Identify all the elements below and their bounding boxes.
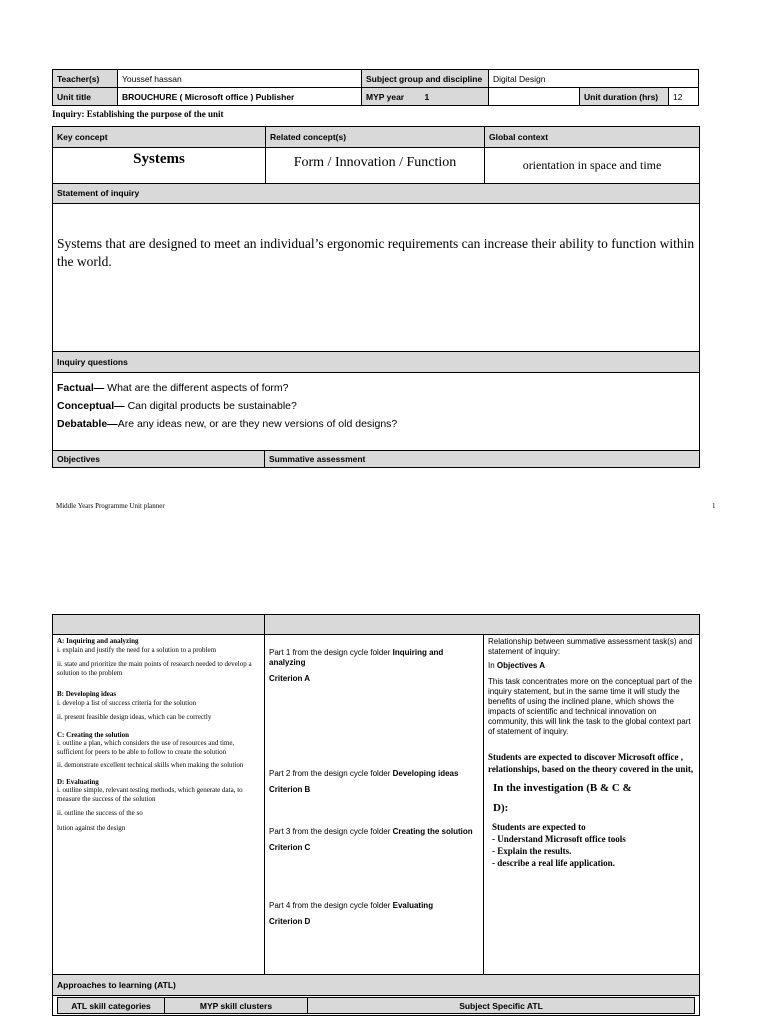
subject-label: Subject group and discipline <box>362 70 489 88</box>
objective-a-title: A: Inquiring and analyzing <box>57 637 139 645</box>
part-2 <box>269 769 477 795</box>
factual-label: Factual— <box>57 382 105 394</box>
inquiry-questions-label: Inquiry questions <box>53 352 699 373</box>
objective-d-i: i. outline simple, relevant testing methods, which generate data, to measure the success of the solution <box>57 786 243 803</box>
statement-text: Systems that are designed to meet an individual’s ergonomic requirements can increase their ability to function within the world. <box>53 204 699 352</box>
unit-header-table <box>52 69 699 106</box>
bullet-3: - describe a real life application. <box>492 858 615 868</box>
part-1-criterion: Criterion A <box>269 674 311 683</box>
investigation-d: D): <box>493 802 509 814</box>
factual-question <box>57 379 695 397</box>
part-2-criterion: Criterion B <box>269 785 311 794</box>
relationship-column <box>484 635 699 974</box>
unit-title-label: Unit title <box>53 88 118 106</box>
objective-d-ii: ii. outline the success of the so <box>57 809 143 817</box>
objectives-table <box>52 614 700 1016</box>
myp-year-value: 1 <box>424 91 430 102</box>
design-cycle-parts <box>265 635 484 974</box>
objective-b-i: i. develop a list of success criteria for the solution <box>57 698 197 707</box>
part-3 <box>269 827 477 853</box>
relationship-in-objectives <box>488 661 695 671</box>
summative-header-cell <box>265 615 699 635</box>
atl-col-skill-clusters: MYP skill clusters <box>165 998 308 1014</box>
inquiry-table <box>52 126 700 468</box>
atl-col-subject-specific: Subject Specific ATL <box>308 998 695 1014</box>
part-3-bold: Creating the solution <box>392 827 473 836</box>
objective-d-title: D: Evaluating <box>57 777 99 786</box>
relationship-title: Relationship between summative assessment task(s) and statement of inquiry: <box>488 637 693 656</box>
objective-d-iii: lution against the design <box>57 823 126 832</box>
part-3-text: Part 3 from the design cycle folder <box>269 827 393 836</box>
part-3-criterion: Criterion C <box>269 843 311 852</box>
objective-a-i: i. explain and justify the need for a solution to a problem <box>57 645 217 654</box>
objective-b-title: B: Developing ideas <box>57 690 117 698</box>
teacher-value: Youssef hassan <box>118 70 362 88</box>
duration-label: Unit duration (hrs) <box>580 88 669 106</box>
objective-c-ii: ii. demonstrate excellent technical skills when making the solution <box>57 761 244 769</box>
part-4-criterion: Criterion D <box>269 917 311 926</box>
relationship-in-bold: Objectives A <box>496 661 546 670</box>
investigation-heading: In the investigation (B & C & <box>493 782 632 794</box>
part-1-bold: Inquiring and analyzing <box>269 648 444 667</box>
debatable-label: Debatable— <box>57 418 118 430</box>
global-context-label: Global context <box>485 127 699 148</box>
subject-value: Digital Design <box>489 70 699 88</box>
part-4 <box>269 901 477 927</box>
part-2-text: Part 2 from the design cycle folder <box>269 769 393 778</box>
key-concept-label: Key concept <box>53 127 266 148</box>
relationship-in-text: In <box>488 661 497 670</box>
inquiry-heading: Inquiry: Establishing the purpose of the unit <box>52 109 224 119</box>
conceptual-text: Can digital products be sustainable? <box>124 400 297 412</box>
summative-label: Summative assessment <box>265 451 699 467</box>
conceptual-question <box>57 397 695 415</box>
objective-a-ii: ii. state and prioritize the main points of research needed to develop a solution to the problem <box>57 660 252 677</box>
objectives-label: Objectives <box>53 451 265 467</box>
objective-c-title: C: Creating the solution <box>57 730 130 739</box>
students-expected-2: Students are expected to <box>492 822 586 832</box>
atl-col-skill-categories: ATL skill categories <box>58 998 165 1014</box>
objectives-list <box>53 635 265 974</box>
part-4-bold: Evaluating <box>392 901 434 910</box>
debatable-text: Are any ideas new, or are they new versions of old designs? <box>117 418 398 430</box>
bullet-2: - Explain the results. <box>492 846 572 856</box>
blank-cell <box>489 88 580 106</box>
teacher-label: Teacher(s) <box>53 70 118 88</box>
objective-c-i: i. outline a plan, which considers the use of resources and time, sufficient for peers to be able to follow to create the solution <box>57 739 235 756</box>
atl-label: Approaches to learning (ATL) <box>53 974 699 996</box>
myp-year-label: MYP year <box>366 91 405 102</box>
conceptual-label: Conceptual— <box>57 400 125 412</box>
objectives-header-cell <box>53 615 265 635</box>
students-expected: Students are expected to discover Microsoft office , relationships, based on the theory covered in the unit, <box>488 752 694 774</box>
part-1-text: Part 1 from the design cycle folder <box>269 648 393 657</box>
statement-label: Statement of inquiry <box>53 184 699 204</box>
factual-text: What are the different aspects of form? <box>104 382 289 394</box>
part-2-bold: Developing ideas <box>392 769 459 778</box>
duration-value: 12 <box>669 88 699 106</box>
related-concept-value: Form / Innovation / Function <box>266 148 485 184</box>
part-4-text: Part 4 from the design cycle folder <box>269 901 393 910</box>
footer-page-number: 1 <box>712 502 716 510</box>
relationship-body: This task concentrates more on the conceptual part of the inquiry statement, but in the same time it will study the benefits of using the inclined plane, which shows the impacts of scientific and technical innovation on community, this will link the task to the global context part of statement of inquiry. <box>488 677 693 736</box>
atl-table <box>57 997 695 1014</box>
global-context-value: orientation in space and time <box>485 148 699 184</box>
related-concept-label: Related concept(s) <box>266 127 485 148</box>
bullet-1: - Understand Microsoft office tools <box>492 834 626 844</box>
objective-b-ii: ii. present feasible design ideas, which can be correctly <box>57 713 212 721</box>
inquiry-questions <box>53 373 699 451</box>
part-1 <box>269 648 477 684</box>
footer-text: Middle Years Programme Unit planner <box>56 502 165 510</box>
debatable-question <box>57 415 695 433</box>
unit-title-value: BROUCHURE ( Microsoft office ) Publisher <box>118 88 362 106</box>
key-concept-value: Systems <box>53 148 266 184</box>
myp-year-cell <box>362 88 489 106</box>
